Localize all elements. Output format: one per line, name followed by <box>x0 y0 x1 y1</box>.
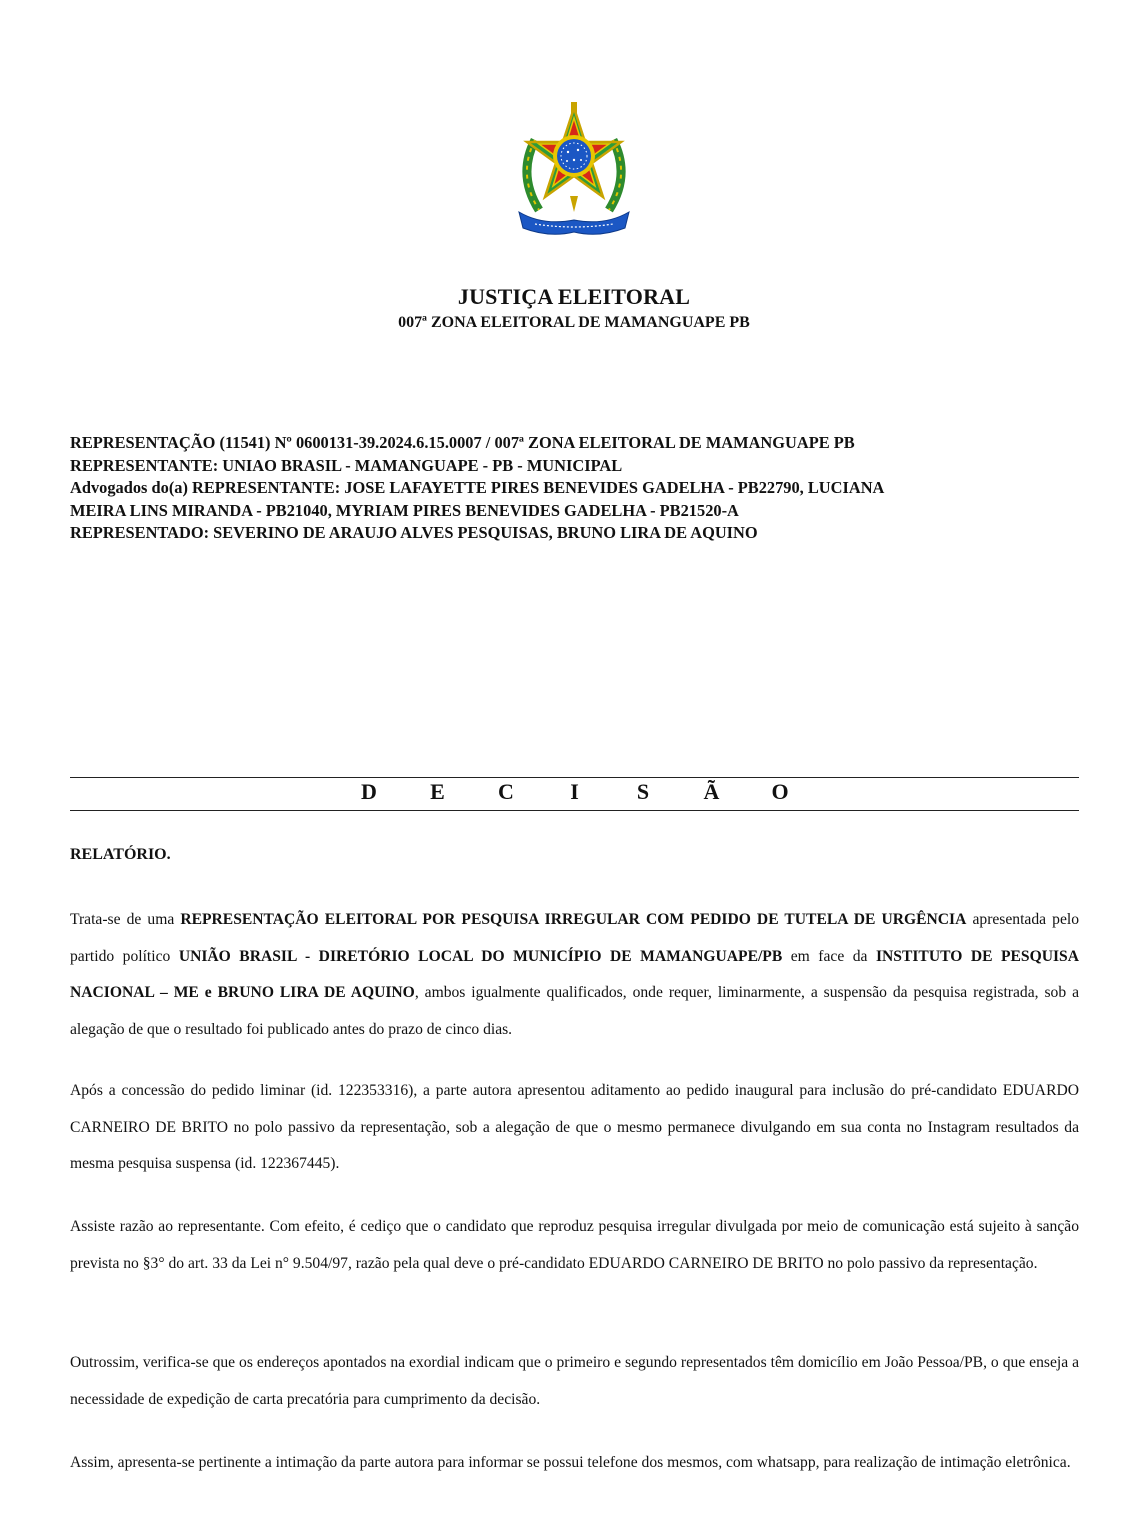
relatorio-heading: RELATÓRIO. <box>70 846 171 863</box>
p1-bold: UNIÃO BRASIL - DIRETÓRIO LOCAL DO MUNICÍPIO DE MAMANGUAPE/PB <box>178 947 783 965</box>
advogados-line-2: MEIRA LINS MIRANDA - PB21040, MYRIAM PIRES BENEVIDES GADELHA - PB21520-A <box>70 500 739 520</box>
paragraph-5: Assim, apresenta-se pertinente a intimação da parte autora para informar se possui telefone dos mesmos, com whatsapp, para realização de intimação eletrônica. <box>70 1454 1071 1471</box>
case-header <box>70 432 1080 545</box>
decisao-letter: E <box>430 779 445 804</box>
representante: REPRESENTANTE: UNIAO BRASIL - MAMANGUAPE - PB - MUNICIPAL <box>70 455 623 475</box>
p1-text: em face da <box>782 947 876 965</box>
paragraph-1 <box>70 902 1079 1048</box>
decisao-letter: D <box>361 779 377 804</box>
p1-text: apresentada pelo partido político <box>70 911 1079 965</box>
advogados-line-1: Advogados do(a) REPRESENTANTE: JOSE LAFAYETTE PIRES BENEVIDES GADELHA - PB22790, LUCIANA <box>70 478 885 497</box>
court-zone: 007ª ZONA ELEITORAL DE MAMANGUAPE PB <box>398 314 750 331</box>
p1-text: , ambos igualmente qualificados, onde requer, liminarmente, a suspensão da pesquisa registrada, sob a alegação de que o resultado foi publicado antes do prazo de cinco dias. <box>70 984 1079 1038</box>
bottom-divider <box>70 810 1079 811</box>
decisao-letter: I <box>570 779 579 804</box>
decisao-letter: S <box>636 779 650 804</box>
court-title: JUSTIÇA ELEITORAL <box>457 284 691 309</box>
p1-bold: INSTITUTO DE PESQUISA NACIONAL – ME e BRUNO LIRA DE AQUINO <box>70 947 1079 1001</box>
decisao-letter: Ã <box>703 779 720 804</box>
case-number: REPRESENTAÇÃO (11541) Nº 0600131-39.2024.6.15.0007 / 007ª ZONA ELEITORAL DE MAMANGUAPE PB <box>70 433 855 452</box>
paragraph-3: Assiste razão ao representante. Com efeito, é cediço que o candidato que reproduz pesquisa irregular divulgada por meio de comunicação está sujeito à sanção prevista no §3° do art. 33 da Lei n° 9.504/97, razão pela qual deve o pré-candidato EDUARDO CARNEIRO DE BRITO no polo passivo da representação. <box>70 1218 1079 1272</box>
p1-text: Trata-se de uma <box>70 911 181 928</box>
p1-bold: REPRESENTAÇÃO ELEITORAL POR PESQUISA IRREGULAR COM PEDIDO DE TUTELA DE URGÊNCIA <box>180 911 967 928</box>
representado: REPRESENTADO: SEVERINO DE ARAUJO ALVES PESQUISAS, BRUNO LIRA DE AQUINO <box>70 523 758 542</box>
decisao-heading <box>70 779 1079 805</box>
top-divider <box>70 777 1079 778</box>
paragraph-4: Outrossim, verifica-se que os endereços apontados na exordial indicam que o primeiro e segundo representados têm domicílio em João Pessoa/PB, o que enseja a necessidade de expedição de carta precatória para cumprimento da decisão. <box>70 1354 1079 1408</box>
decisao-letter: O <box>771 779 789 804</box>
paragraph-2: Após a concessão do pedido liminar (id. 122353316), a parte autora apresentou aditamento ao pedido inaugural para inclusão do pré-candidato EDUARDO CARNEIRO DE BRITO no polo passivo da representação, sob a alegação de que o mesmo permanece divulgando em sua conta no Instagram resultados da mesma pesquisa suspensa (id. 122367445). <box>70 1082 1079 1172</box>
brasao-da-republica-icon <box>513 100 635 240</box>
decisao-letter: C <box>498 779 514 804</box>
